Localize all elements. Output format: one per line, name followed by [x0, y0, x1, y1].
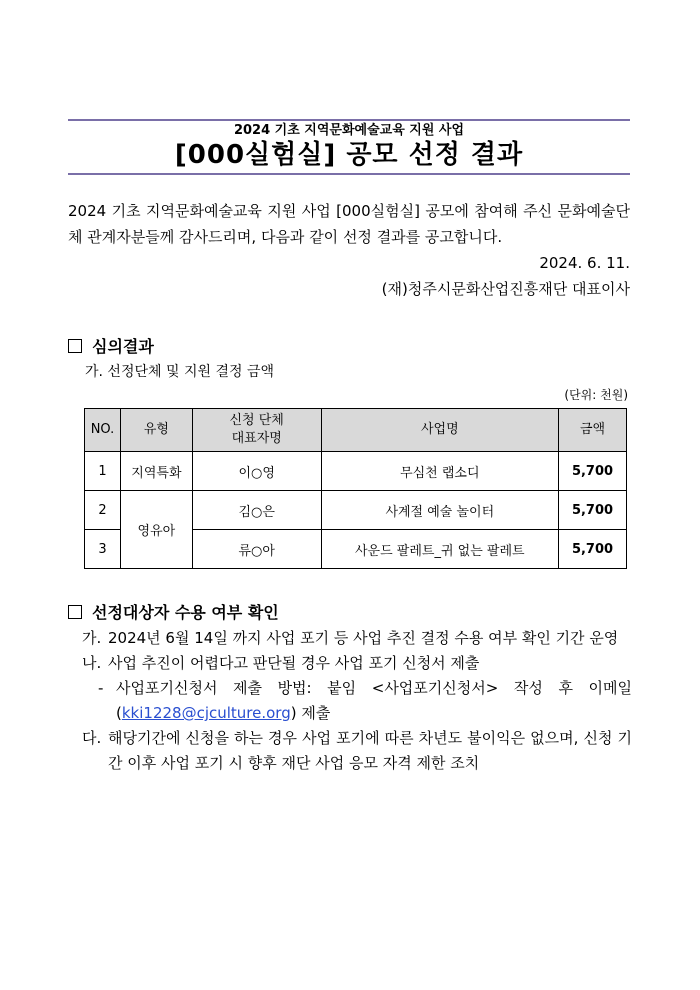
intro-paragraph	[68, 198, 630, 302]
cell-no: 1	[85, 452, 121, 491]
list-marker: 다.	[82, 729, 102, 747]
table-row	[85, 452, 627, 491]
header-type: 유형	[120, 409, 192, 452]
submission-method	[116, 676, 632, 726]
cell-rep: 류○아	[192, 530, 321, 569]
email-link[interactable]: kki1228@cjculture.org	[121, 704, 291, 722]
cell-project: 무심천 랩소디	[321, 452, 558, 491]
cell-type: 지역특화	[120, 452, 192, 491]
submission-text-prefix: 사업포기신청서 제출 방법: 붙임 <사업포기신청서> 작성 후 이메일 (	[116, 679, 632, 722]
title-block	[68, 119, 630, 175]
dash-marker: -	[98, 679, 104, 697]
cell-rep: 이○영	[192, 452, 321, 491]
document-subtitle: 2024 기초 지역문화예술교육 지원 사업	[233, 123, 465, 138]
section-subheading: 가. 선정단체 및 지원 결정 금액	[85, 364, 274, 380]
submission-text-suffix: ) 제출	[290, 704, 331, 722]
cell-amount: 5,700	[559, 452, 627, 491]
section-review-result	[68, 334, 154, 357]
list-item-text: 사업 추진이 어렵다고 판단될 경우 사업 포기 신청서 제출	[108, 654, 480, 672]
header-no: NO.	[85, 409, 121, 452]
section-title: 선정대상자 수용 여부 확인	[92, 603, 279, 622]
cell-project: 사계절 예술 놀이터	[321, 491, 558, 530]
list-marker: 나.	[82, 654, 102, 672]
cell-rep: 김○은	[192, 491, 321, 530]
list-item	[82, 626, 632, 651]
header-rep: 신청 단체 대표자명	[192, 409, 321, 452]
issuer: (재)청주시문화산업진흥재단 대표이사	[381, 280, 630, 298]
header-project: 사업명	[321, 409, 558, 452]
list-item-text: 2024년 6월 14일 까지 사업 포기 등 사업 추진 결정 수용 여부 확인 기간 운영	[108, 629, 619, 647]
cell-no: 2	[85, 491, 121, 530]
section-title: 심의결과	[92, 337, 154, 356]
checkbox-square-icon	[68, 605, 82, 619]
table-row	[85, 491, 627, 530]
list-marker: 가.	[82, 629, 102, 647]
header-amount: 금액	[559, 409, 627, 452]
cell-type: 영유아	[120, 491, 192, 569]
cell-project: 사운드 팔레트_귀 없는 팔레트	[321, 530, 558, 569]
selection-table	[84, 408, 627, 569]
section-acceptance-check	[68, 600, 279, 623]
list-item-text: 해당기간에 신청을 하는 경우 사업 포기에 따른 차년도 불이익은 없으며, 신청 기간 이후 사업 포기 시 향후 재단 사업 응모 자격 제한 조치	[108, 729, 632, 772]
cell-amount: 5,700	[559, 491, 627, 530]
unit-label: (단위: 천원)	[564, 388, 628, 402]
intro-text: 2024 기초 지역문화예술교육 지원 사업 [000실험실] 공모에 참여해 주신 문화예술단체 관계자분들께 감사드리며, 다음과 같이 선정 결과를 공고합니다.	[68, 202, 630, 246]
list-item	[82, 651, 632, 676]
cell-no: 3	[85, 530, 121, 569]
table-header-row	[85, 409, 627, 452]
list-item	[82, 726, 632, 776]
cell-amount: 5,700	[559, 530, 627, 569]
list-subitem	[82, 676, 632, 726]
document-title: [000실험실] 공모 선정 결과	[174, 140, 524, 170]
checkbox-square-icon	[68, 339, 82, 353]
acceptance-list	[82, 626, 632, 776]
announcement-date: 2024. 6. 11.	[539, 254, 630, 272]
